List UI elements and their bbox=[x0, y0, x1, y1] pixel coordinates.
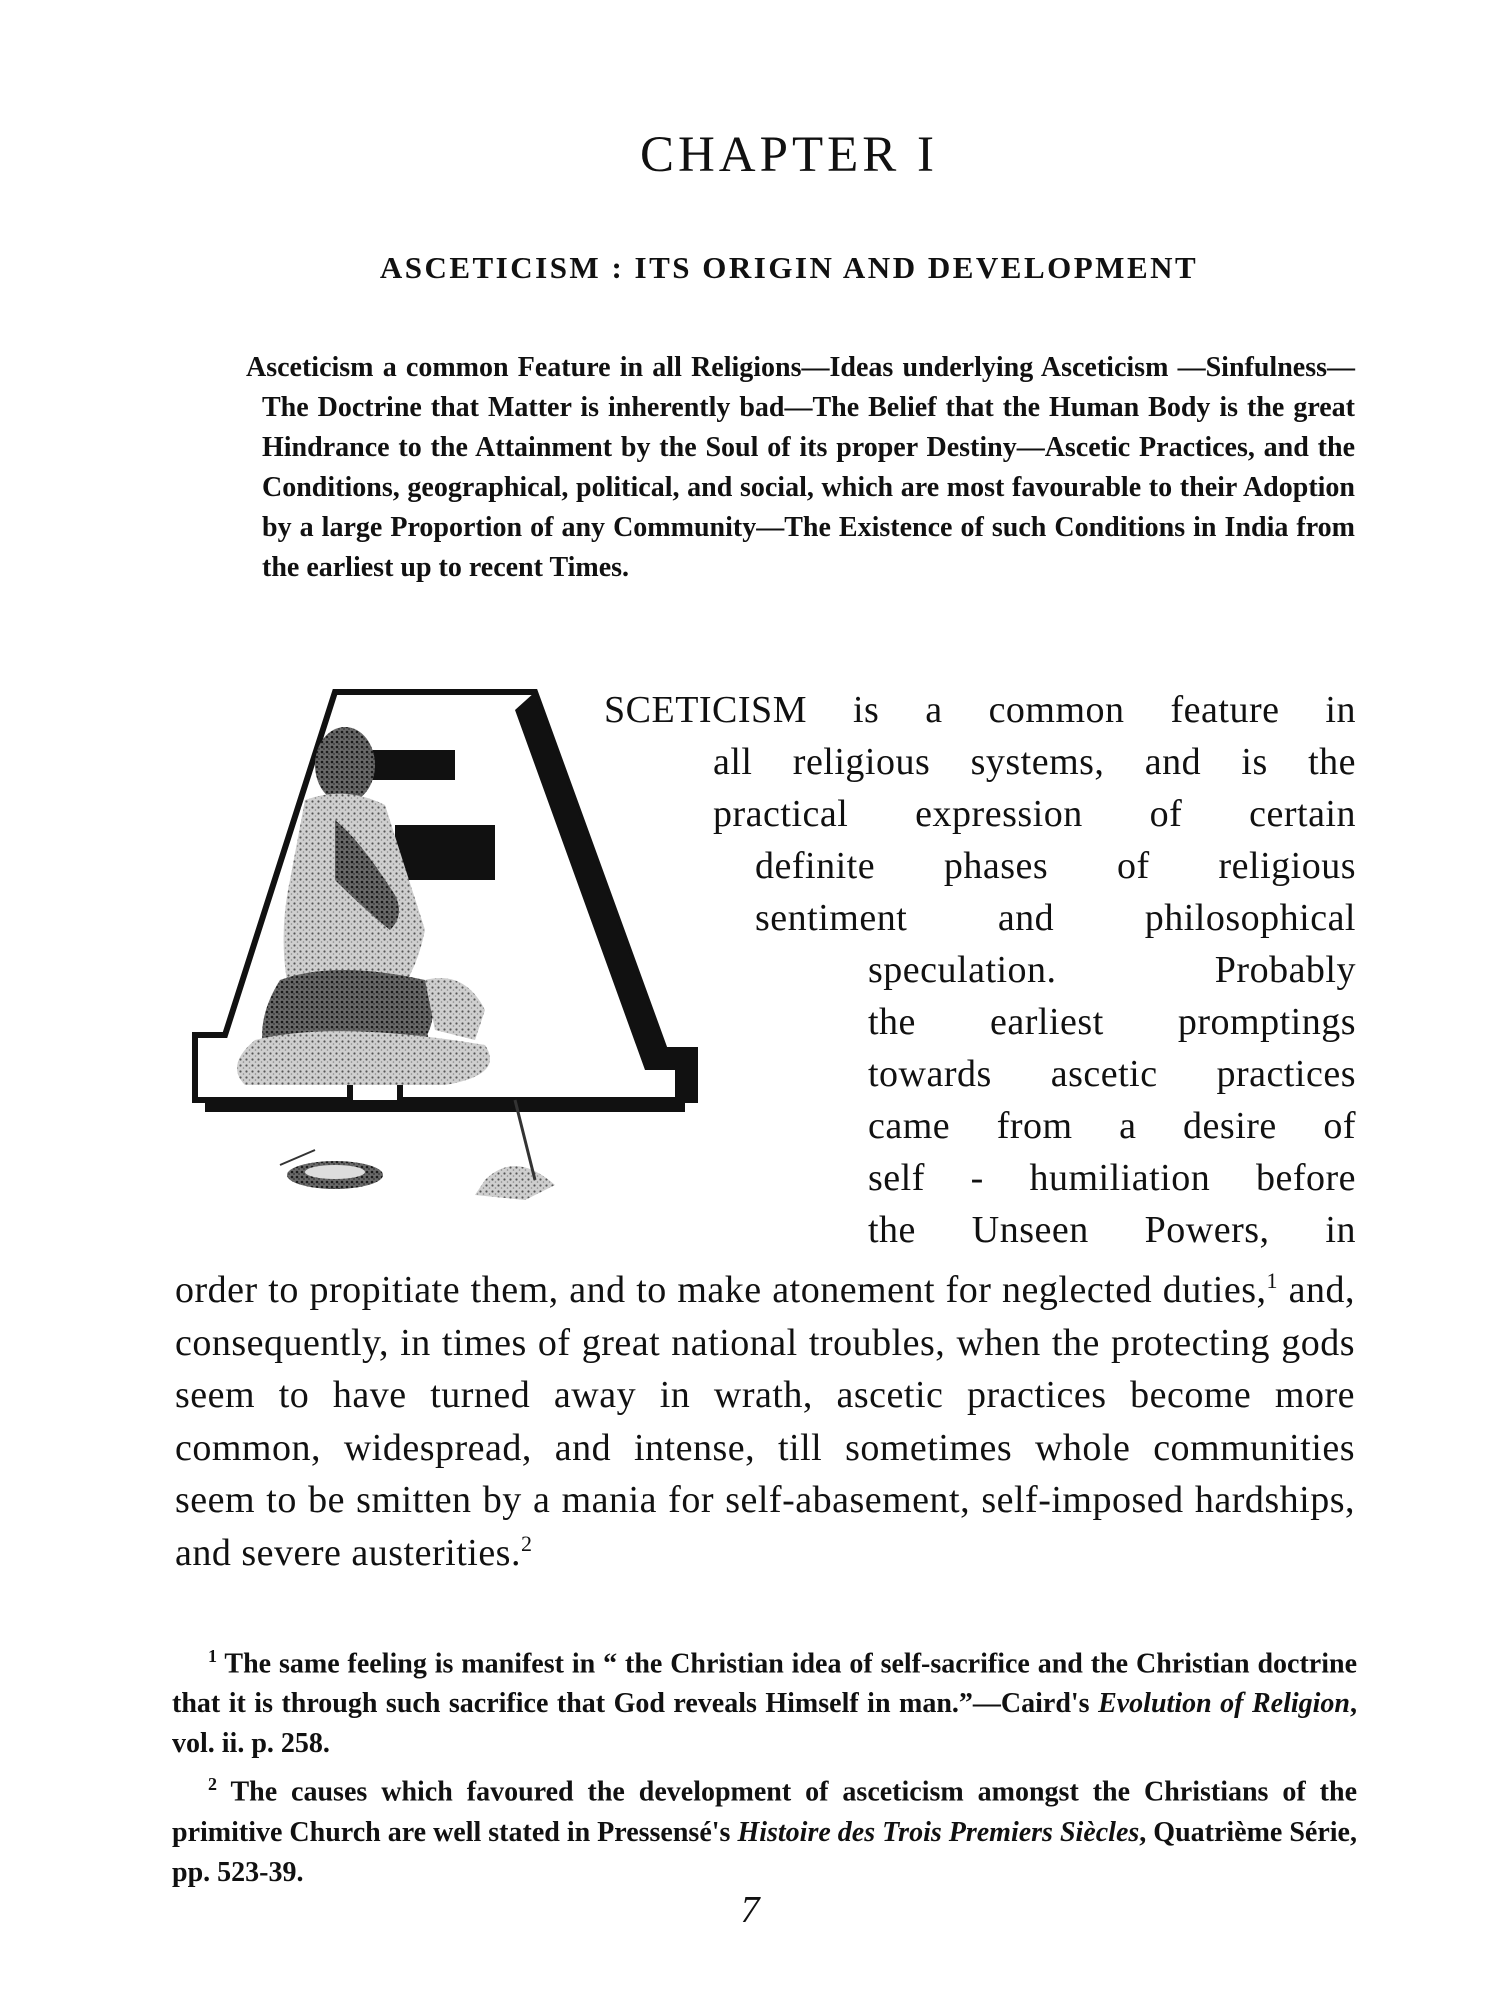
footnote-ref-1[interactable]: 1 bbox=[1266, 1268, 1279, 1293]
footnote-mark: 2 bbox=[208, 1774, 217, 1795]
wrapped-line: SCETICISM is a common feature in bbox=[604, 689, 1356, 731]
body-paragraph bbox=[175, 1264, 1355, 1579]
footnotes bbox=[172, 1636, 1357, 1893]
body-text-part1: order to propitiate them, and to make atonement for neglected duties, bbox=[175, 1269, 1267, 1311]
footnote-mark: 1 bbox=[208, 1646, 217, 1666]
footnote-2 bbox=[172, 1764, 1357, 1892]
wrapped-line: all religious systems, and is the bbox=[713, 741, 1356, 783]
footnote-text: The causes which favoured the development of asceticism amongst the Christians of the primitive Church are well stated in Pressensé's bbox=[172, 1776, 1357, 1848]
footnote-text: , Quatrième Série, pp. 523-39. bbox=[172, 1816, 1357, 1888]
chapter-title: ASCETICISM : ITS ORIGIN AND DEVELOPMENT bbox=[379, 250, 1199, 285]
wrapped-line: practical expression of certain bbox=[713, 793, 1356, 835]
wrapped-line: towards ascetic practices bbox=[868, 1053, 1356, 1095]
wrapped-line: definite phases of religious bbox=[755, 845, 1356, 887]
wrapped-line: speculation. Probably bbox=[868, 949, 1356, 991]
body-text-part2: and, consequently, in times of great national troubles, when the protecting gods seem to have turned away in wrath, ascetic practices become more common, widespread, and intense, till sometimes whole communities seem to be smitten by a mania for self-abasement, self-imposed hardships, and severe austerities. bbox=[175, 1269, 1355, 1574]
page-number: 7 bbox=[740, 1889, 760, 1931]
cited-title: Histoire des Trois Premiers Siècles bbox=[737, 1816, 1140, 1848]
footnote-ref-2[interactable]: 2 bbox=[520, 1530, 533, 1556]
wrapped-line: the earliest promptings bbox=[868, 1001, 1356, 1043]
footnote-text: The same feeling is manifest in “ the Christian idea of self-sacrifice and the Christian doctrine that it is through such sacrifice that God reveals Himself in man.”—Caird's bbox=[172, 1648, 1357, 1720]
wrapped-line: sentiment and philosophical bbox=[755, 897, 1356, 939]
wrapped-line: the Unseen Powers, in bbox=[868, 1209, 1356, 1251]
cited-title: Evolution of Religion bbox=[1098, 1688, 1350, 1720]
chapter-heading: CHAPTER I bbox=[639, 127, 939, 183]
footnote-text: , vol. ii. p. 258. bbox=[172, 1688, 1357, 1760]
footnote-1 bbox=[172, 1636, 1357, 1764]
wrapped-line: came from a desire of bbox=[868, 1105, 1356, 1147]
wrapped-line: self - humiliation before bbox=[868, 1157, 1356, 1199]
chapter-summary: Asceticism a common Feature in all Religions—Ideas underlying Asceticism —Sinfulness—The Doctrine that Matter is inherently bad—The Belief that the Human Body is the great Hindrance to the Attainment by the Soul of its proper Destiny—Ascetic Practices, and the Conditions, geographical, political, and social, which are most favourable to their Adoption by a large Proportion of any Community—The Existence of such Conditions in India from the earliest up to recent Times. bbox=[246, 352, 1355, 583]
